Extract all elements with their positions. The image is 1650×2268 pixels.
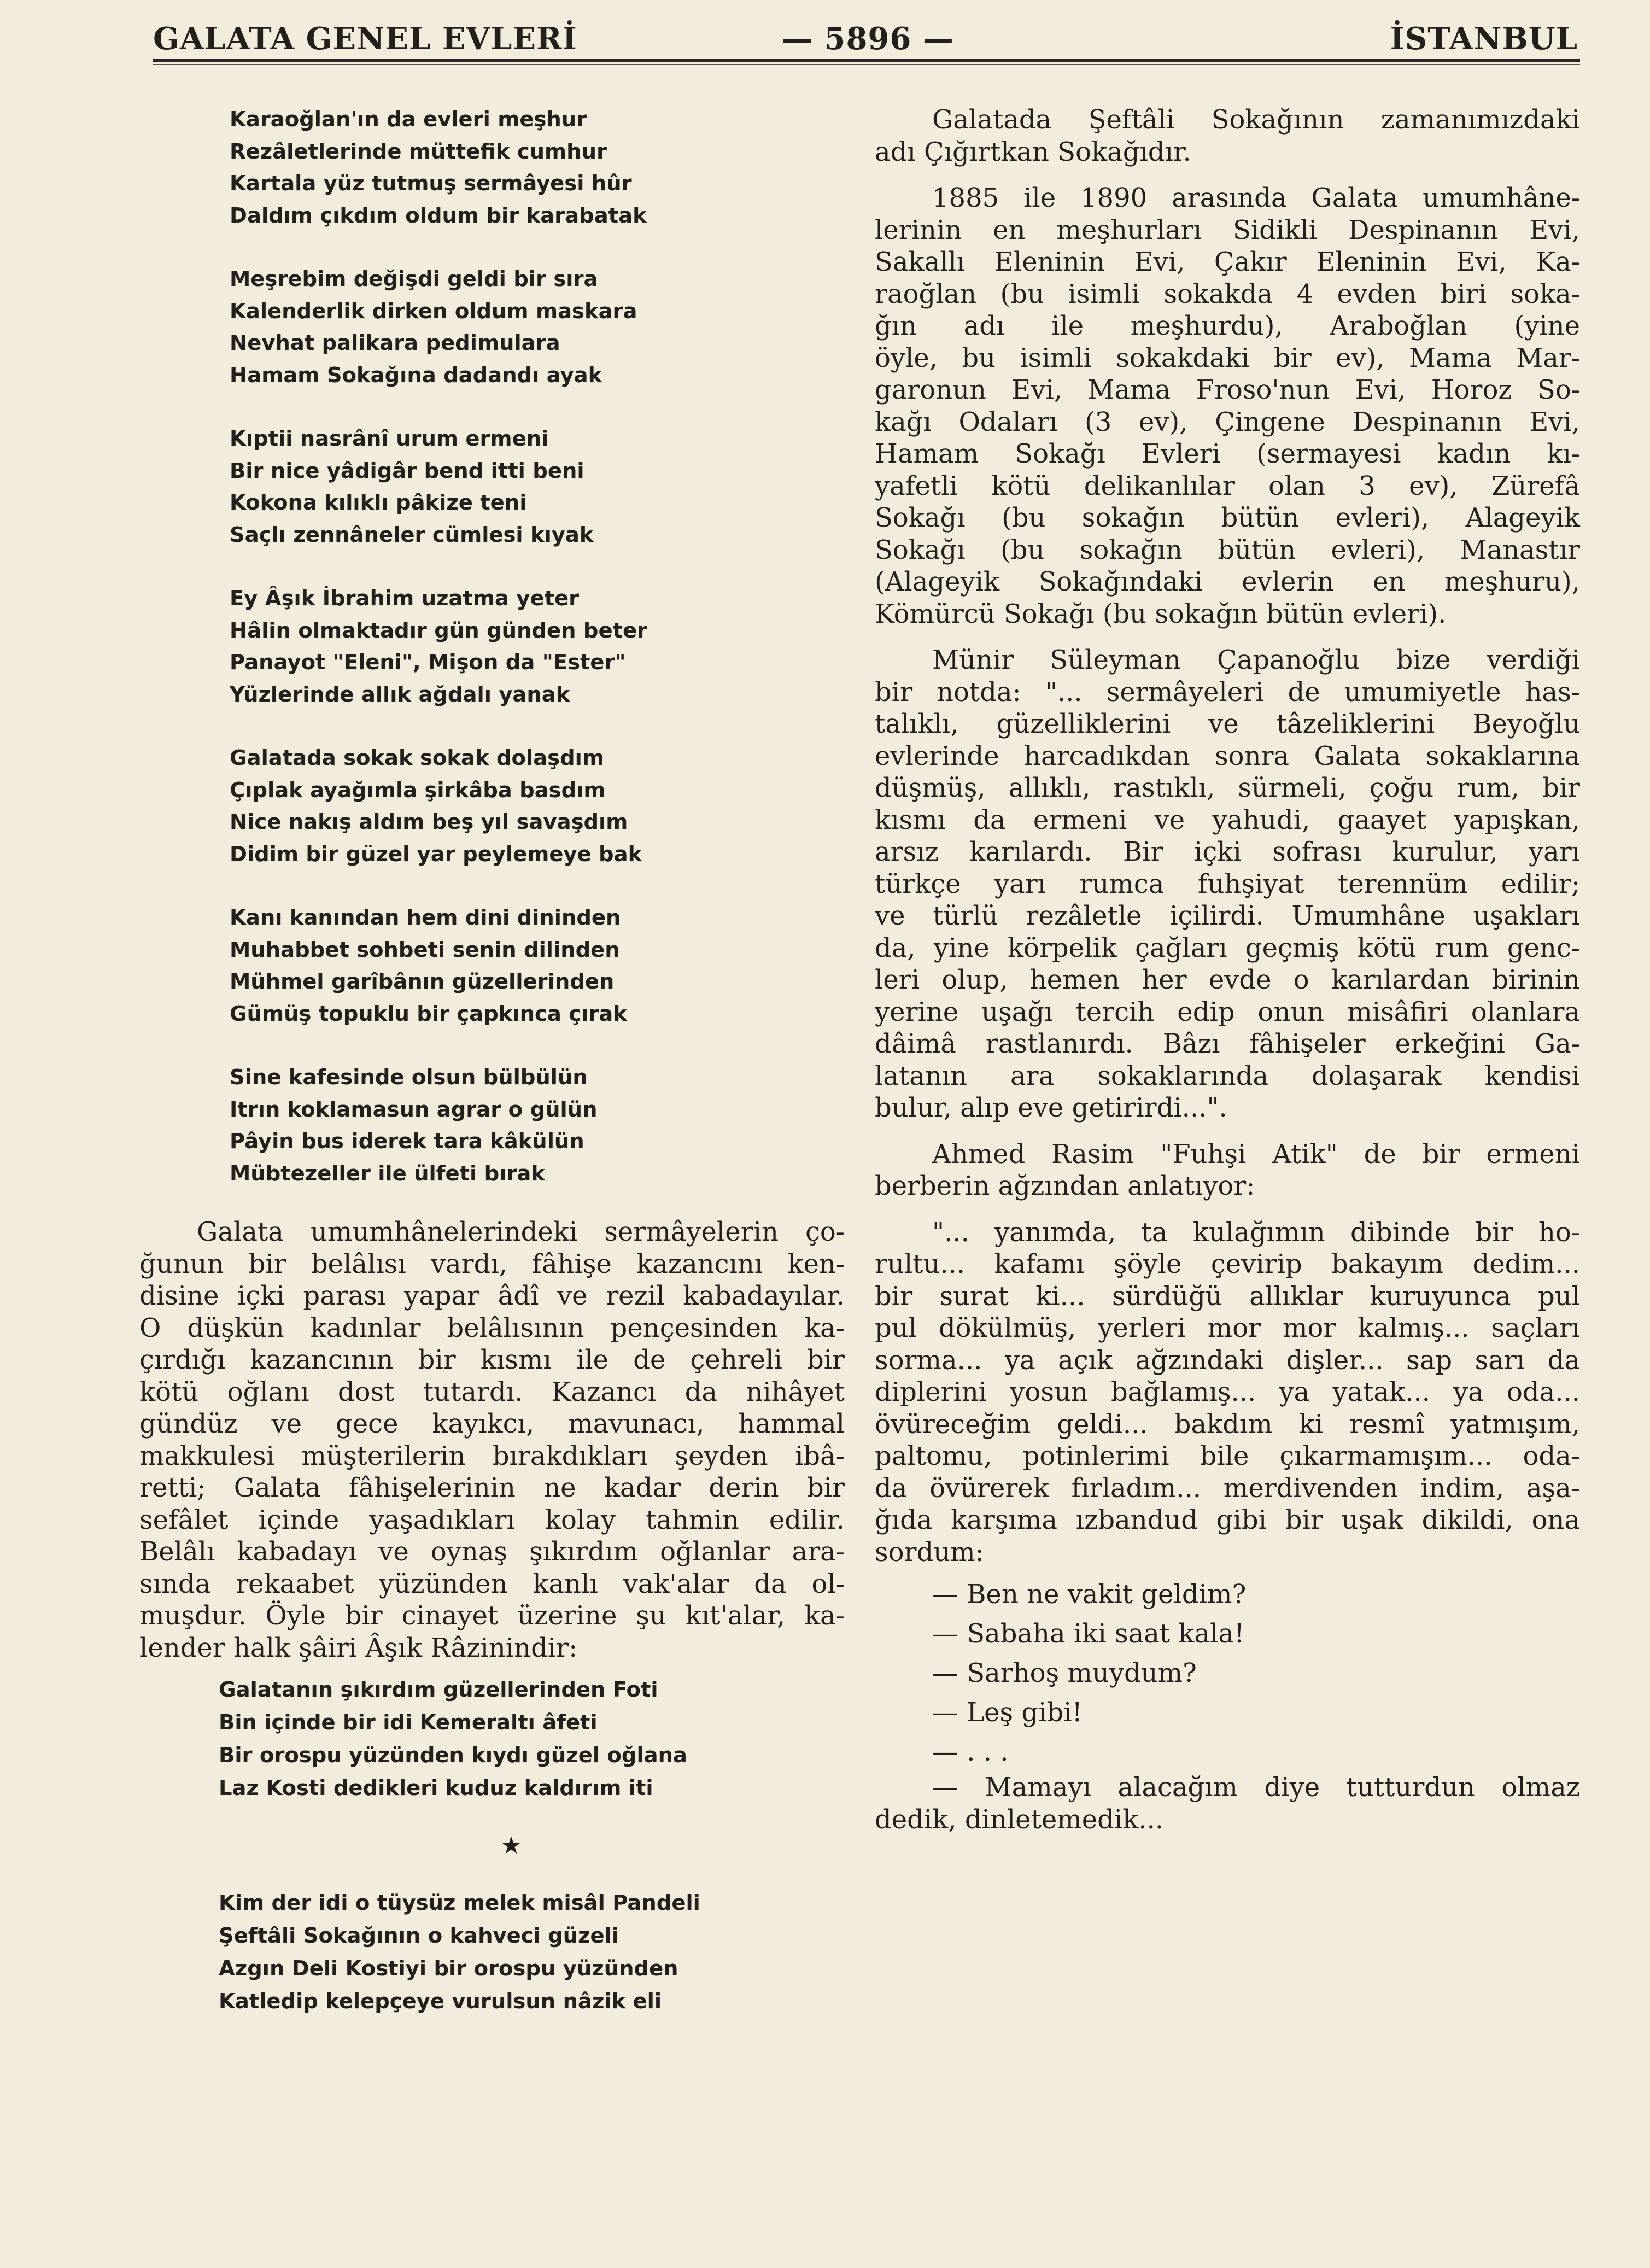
text-line: (Alageyik Sokağındaki evlerin en meşhuru), [875,566,1580,597]
header-rule-thin [153,64,1580,65]
poem-stanza [139,1062,845,1190]
poem-stanza [139,583,845,711]
star-separator: ★ [500,1832,522,1860]
text-line: evlerinde harcadıkdan sonra Galata sokaklarına [875,740,1580,771]
text-line: bir notda: "... sermâyeleri de umumiyetle has- [875,676,1580,708]
poem-line: Didim bir güzel yar peylemeye bak [230,841,642,867]
text-line: ve türlü rezâletle içilirdi. Umumhâne uşakları [875,901,1580,931]
text-line: ğunun bir belâlısı vardı, fâhişe kazancını ken- [139,1248,845,1279]
text-line: latanın ara sokaklarında dolaşarak kendisi [875,1060,1580,1091]
text-line: yafetli kötü delikanlılar olan 3 ev), Zürefâ [875,470,1580,501]
text-line: "... yanımda, ta kulağımın dibinde bir ho- [932,1217,1580,1248]
poem-stanza [139,423,845,551]
text-line: da, yine körpelik çağları geçmiş kötü rum genc- [875,932,1580,963]
text-line: berberin ağzından anlatıyor: [875,1171,1255,1201]
poem-stanza [139,104,845,232]
poem-line: Meşrebim değişdi geldi bir sıra [230,267,598,291]
text-line: 1885 ile 1890 arasında Galata umumhâne- [932,183,1580,213]
text-line: Galatada Şeftâli Sokağının zamanımızdaki [932,104,1580,135]
text-line: dedik, dinletemedik... [875,1804,1164,1835]
paragraph-capanoglu-note [875,644,1580,1124]
running-head-section-title: GALATA GENEL EVLERİ [153,21,577,57]
text-line: Hamam Sokağı Evleri (sermayesi kadın kı- [875,439,1580,469]
text-line: sorma... ya açık ağzındaki dişler... sap sarı da [875,1345,1580,1376]
poem-line: Kartala yüz tutmuş sermâyesi hûr [230,171,632,196]
text-line: Galata umumhânelerindeki sermâyelerin ço- [197,1217,845,1247]
text-line: disine içki parası yapar âdî ve rezil kabadayılar. [139,1281,845,1311]
poem-line: Nice nakış aldım beş yıl savaşdım [230,810,628,834]
quatrain-line: Kim der idi o tüysüz melek misâl Pandeli [219,1891,700,1915]
text-line: ğın adı ile meşhurdu), Araboğlan (yine [875,311,1580,341]
paragraph-closing [875,1772,1580,1836]
poem-line: Saçlı zennâneler cümlesi kıyak [230,522,594,547]
poem-line: Çıplak ayağımla şirkâba basdım [230,778,606,803]
poem-line: Hâlin olmaktadır gün günden beter [230,618,648,643]
text-line: kısmı da ermeni ve yahudi, gaayet yapışkan, [875,804,1580,835]
poem-line: Ey Âşık İbrahim uzatma yeter [230,586,580,611]
text-line: paltomu, potinlerimi bile çıkarmamışım... oda- [875,1441,1580,1471]
poem-stanzas [139,104,845,1190]
text-line: muşdur. Öyle bir cinayet üzerine şu kıt'alar, ka- [139,1600,845,1631]
text-line: sefâlet içinde yaşadıkları kolay tahmin edilir. [139,1504,845,1535]
text-line: yerine uşağı tercih edip onun misâfiri olanlara [875,996,1580,1027]
poem-line: Itrın koklamasun agrar o gülün [230,1097,598,1122]
running-head-publication: İSTANBUL [1390,21,1578,57]
paragraph-brothels-list [875,182,1580,630]
poem-line: Pâyin bus iderek tara kâkülün [230,1129,584,1154]
poem-line: Nevhat palikara pedimulara [230,331,560,355]
text-line: çırdığı kazancının bir kısmı ile de çehreli bir [139,1345,845,1375]
dialogue-line: — Sabaha iki saat kala! [932,1618,1245,1649]
poem-line: Yüzlerinde allık ağdalı yanak [230,682,570,707]
poem-line: Sine kafesinde olsun bülbülün [230,1065,588,1090]
poem-line: Kokona kılıklı pâkize teni [230,490,527,515]
dialogue-line: — . . . [932,1737,1009,1767]
text-line: raoğlan (bu isimli sokakda 4 evden biri soka- [875,278,1580,309]
text-line: kağı Odaları (3 ev), Çingene Despinanın Evi, [875,406,1580,437]
text-line: makkulesi müşterilerin bırakdıkları şeyden ibâ- [139,1440,845,1471]
text-line: bir surat ki... sürdüğü allıklar kuruyunca pul [875,1281,1580,1312]
poem-line: Rezâletlerinde müttefik cumhur [230,139,607,164]
text-line: öyle, bu isimli sokakdaki bir ev), Mama Mar- [875,342,1580,373]
poem-line: Kalenderlik dirken oldum maskara [230,299,637,324]
left-column [139,104,845,2236]
right-column [875,104,1580,2236]
text-line: arsız karılardı. Bir içki sofrası kurulur, yarı [875,837,1580,867]
poem-stanza [139,902,845,1030]
running-head [153,21,1578,59]
text-line: O düşkün kadınlar belâlısının pençesinden ka- [139,1312,845,1343]
text-line: leri olup, hemen her evde o karılardan birinin [875,965,1580,995]
paragraph-ahmed-rasim [875,1138,1580,1202]
poem-line: Daldım çıkdım oldum bir karabatak [230,203,647,228]
text-line: sordum: [875,1536,984,1568]
text-line: Ahmed Rasim "Fuhşi Atik" de bir ermeni [932,1138,1580,1170]
quatrain-foti [139,1674,845,1805]
text-line: Kömürcü Sokağı (bu sokağın bütün evleri). [875,598,1447,629]
paragraph-barber-quote [875,1217,1580,1569]
text-line: düşmüş, allıklı, rastıklı, sürmeli, çoğu rum, bir [875,773,1580,803]
quatrain-pandeli [139,1887,845,2018]
quatrain-line: Şeftâli Sokağının o kahveci güzeli [219,1924,619,1948]
poem-line: Bir nice yâdigâr bend itti beni [230,458,584,483]
poem-line: Kanı kanından hem dini dininden [230,905,621,930]
text-line: dâimâ rastlanırdı. Bâzı fâhişeler erkeğini Ga- [875,1028,1580,1059]
text-line: kötü oğlanı dost tutardı. Kazancı da nihâyet [139,1376,845,1407]
page-number: — 5896 — [782,21,954,57]
dialogue-block [875,1575,1580,1772]
text-line: Sakallı Eleninin Evi, Çakır Eleninin Evi, Ka- [875,247,1580,277]
text-line: da övürerek fırladım... merdivenden indim, aşa- [875,1472,1580,1504]
text-line: garonun Evi, Mama Froso'nun Evi, Horoz So- [875,375,1580,405]
text-line: Sokağı (bu sokağın bütün evleri), Alageyik [875,502,1580,533]
poem-line: Gümüş topuklu bir çapkınca çırak [230,1001,627,1026]
text-line: retti; Galata fâhişelerinin ne kadar derin bir [139,1472,845,1503]
text-line: gündüz ve gece kayıkcı, mavunacı, hammal [139,1408,845,1439]
text-line: adı Çığırtkan Sokağıdır. [875,136,1191,167]
poem-line: Kıptii nasrânî urum ermeni [230,426,549,451]
text-line: talıklı, güzelliklerini ve tâzeliklerini Beyoğlu [875,709,1580,739]
quatrain-line: Galatanın şıkırdım güzellerinden Foti [219,1677,658,1702]
text-line: diplerini yosun bağlamış... ya yatak... ya oda... [875,1377,1580,1407]
dialogue-line: — Leş gibi! [932,1697,1083,1728]
text-line: pul dökülmüş, yerleri mor mor kalmış... saçları [875,1313,1580,1343]
text-line: Sokağı (bu sokağın bütün evleri), Manastır [875,534,1580,565]
text-line: lender halk şâiri Âşık Râzinindir: [139,1632,578,1663]
header-rule [153,59,1580,62]
paragraph-seftali-street [875,104,1580,168]
text-line: ğıda karşıma ızbandud gibi bir uşak dikildi, ona [875,1505,1580,1535]
poem-stanza [139,264,845,391]
left-prose-paragraph [139,1216,845,1664]
poem-line: Muhabbet sohbeti senin dilinden [230,937,620,962]
text-line: sında rekaabet yüzünden kanlı vak'alar da ol- [139,1568,845,1599]
text-line: Belâlı kabadayı ve oynaş şıkırdım oğlanlar ara- [139,1536,845,1567]
text-line: rultu... kafamı şöyle çevirip bakayım dedim... [875,1249,1580,1279]
text-line: türkçe yarı rumca fuhşiyat terennüm edilir; [875,868,1580,899]
poem-line: Mübtezeller ile ülfeti bırak [230,1161,545,1186]
text-line: övüreceğim geldi... bakdım ki resmî yatmışım, [875,1408,1580,1440]
text-line: bulur, alıp eve getirirdi...". [875,1092,1227,1123]
dialogue-line: — Ben ne vakit geldim? [932,1579,1247,1610]
text-line: lerinin en meşhurları Sidikli Despinanın Evi, [875,214,1580,245]
quatrain-line: Azgın Deli Kostiyi bir orospu yüzünden [219,1956,678,1981]
quatrain-line: Bir orospu yüzünden kıydı güzel oğlana [219,1743,688,1768]
quatrain-line: Katledip kelepçeye vurulsun nâzik eli [219,1989,662,2014]
poem-line: Hamam Sokağına dadandı ayak [230,363,602,388]
poem-line: Panayot "Eleni", Mişon da "Ester" [230,650,626,675]
poem-line: Mühmel garîbânın güzellerinden [230,969,615,994]
poem-line: Galatada sokak sokak dolaşdım [230,746,604,770]
quatrain-line: Laz Kosti dedikleri kuduz kaldırım iti [219,1776,653,1801]
text-line: Münir Süleyman Çapanoğlu bize verdiği [932,645,1580,675]
poem-stanza [139,743,845,870]
quatrain-line: Bin içinde bir idi Kemeraltı âfeti [219,1710,598,1735]
poem-line: Karaoğlan'ın da evleri meşhur [230,107,587,132]
dialogue-line: — Sarhoş muydum? [932,1658,1197,1688]
text-line: — Mamayı alacağım diye tutturdun olmaz [932,1772,1580,1803]
